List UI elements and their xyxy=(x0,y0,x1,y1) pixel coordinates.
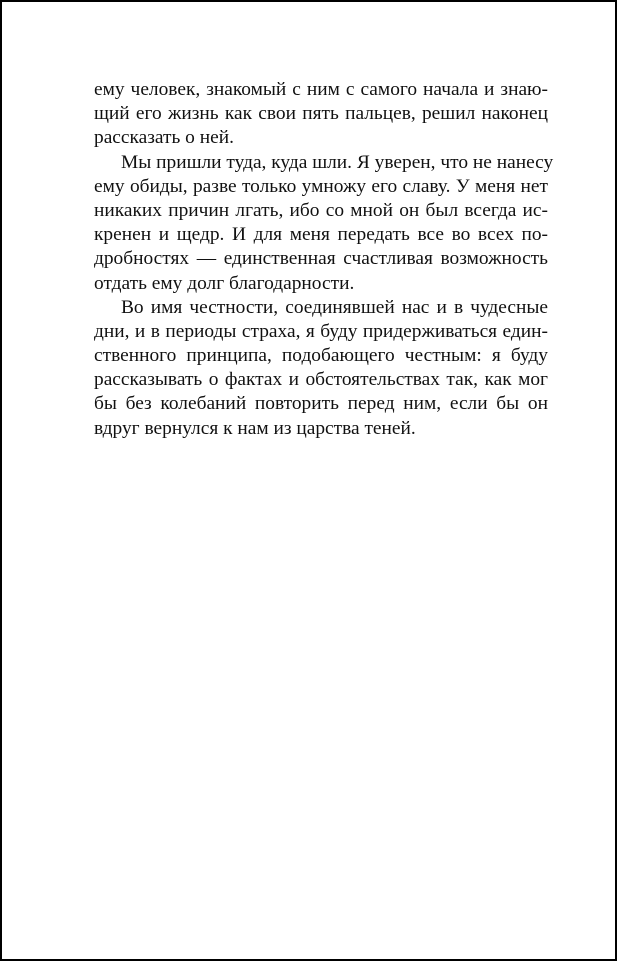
paragraph xyxy=(94,296,548,441)
text-line: дробностях — единственная счастливая возможность xyxy=(94,248,548,270)
text-line: никаких причин лгать, ибо со мной он был всегда ис- xyxy=(94,199,548,221)
text-line: дни, и в периоды страха, я буду придерживаться един- xyxy=(94,320,548,342)
text-line: ственного принципа, подобающего честным: я буду xyxy=(94,345,548,367)
text-line: Во имя честности, соединявшей нас и в чудесные xyxy=(121,296,548,318)
text-line: кренен и щедр. И для меня передать все во всех по- xyxy=(94,224,548,246)
paragraph xyxy=(94,78,548,151)
text-line: ему обиды, разве только умножу его славу. У меня нет xyxy=(94,175,548,197)
body-text xyxy=(94,78,554,441)
text-line: ему человек, знакомый с ним с самого начала и знаю- xyxy=(94,79,548,100)
text-line: Мы пришли туда, куда шли. Я уверен, что не нанесу xyxy=(121,151,554,173)
text-line: вдруг вернулся к нам из царства теней. xyxy=(94,417,416,439)
paragraph xyxy=(94,151,554,296)
text-line: бы без колебаний повторить перед ним, если бы он xyxy=(94,393,548,415)
text-line: рассказать о ней. xyxy=(94,127,234,149)
text-line: отдать ему долг благодарности. xyxy=(94,272,355,294)
text-line: рассказывать о фактах и обстоятельствах так, как мог xyxy=(94,369,548,391)
text-line: щий его жизнь как свои пять пальцев, решил наконец xyxy=(94,103,548,125)
